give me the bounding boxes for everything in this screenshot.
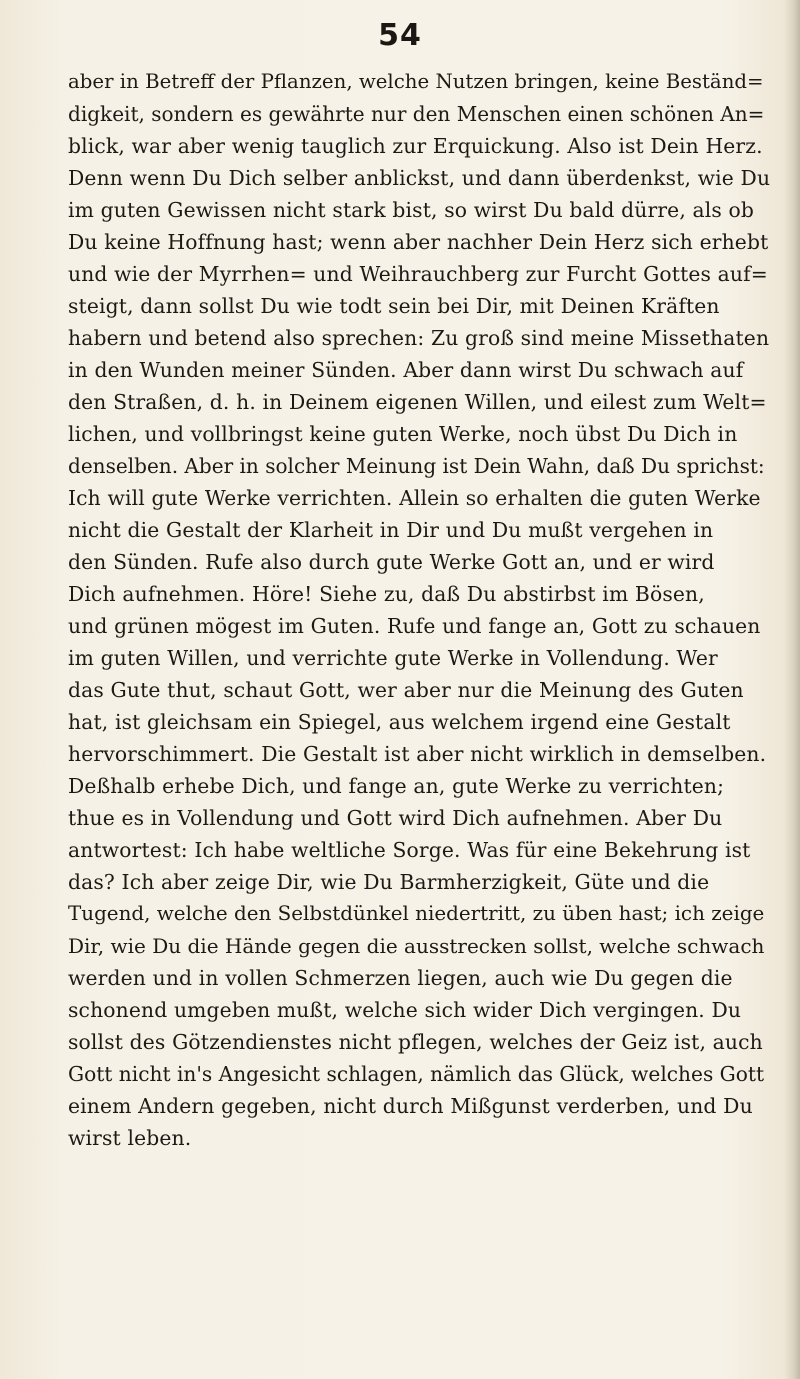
text-line: in den Wunden meiner Sünden. Aber dann wirst Du schwach auf	[68, 358, 744, 382]
text-line: das? Ich aber zeige Dir, wie Du Barmherzigkeit, Güte und die	[68, 870, 710, 894]
text-line: digkeit, sondern es gewährte nur den Menschen einen schönen An=	[68, 102, 765, 126]
text-line: einem Andern gegeben, nicht durch Mißgunst verderben, und Du	[68, 1094, 753, 1118]
text-line: Dich aufnehmen. Höre! Siehe zu, daß Du abstirbst im Bösen,	[68, 582, 705, 606]
text-line: lichen, und vollbringst keine guten Werke, noch übst Du Dich in	[68, 422, 738, 446]
text-line: und wie der Myrrhen= und Weihrauchberg zur Furcht Gottes auf=	[68, 262, 768, 286]
text-line: wirst leben.	[68, 1126, 192, 1150]
text-line: denselben. Aber in solcher Meinung ist Dein Wahn, daß Du sprichst:	[68, 454, 765, 478]
text-line: das Gute thut, schaut Gott, wer aber nur die Meinung des Guten	[68, 678, 744, 702]
text-line: den Sünden. Rufe also durch gute Werke Gott an, und er wird	[68, 550, 715, 574]
text-line: hervorschimmert. Die Gestalt ist aber nicht wirklich in demselben.	[68, 742, 767, 766]
text-line: Gott nicht in's Angesicht schlagen, nämlich das Glück, welches Gott	[68, 1062, 765, 1086]
page-number: 54	[378, 18, 422, 53]
text-line: im guten Gewissen nicht stark bist, so wirst Du bald dürre, als ob	[68, 198, 755, 222]
text-line: und grünen mögest im Guten. Rufe und fange an, Gott zu schauen	[68, 614, 761, 638]
text-line: Tugend, welche den Selbstdünkel niedertritt, zu üben hast; ich zeige	[68, 902, 765, 925]
text-line: den Straßen, d. h. in Deinem eigenen Willen, und eilest zum Welt=	[68, 390, 767, 414]
text-line: Du keine Hoffnung hast; wenn aber nachher Dein Herz sich erhebt	[68, 230, 769, 254]
text-line: sollst des Götzendienstes nicht pflegen, welches der Geiz ist, auch	[68, 1030, 763, 1054]
body-text	[68, 66, 774, 1154]
text-line: antwortest: Ich habe weltliche Sorge. Was für eine Bekehrung ist	[68, 838, 751, 862]
text-line: nicht die Gestalt der Klarheit in Dir und Du mußt vergehen in	[68, 518, 714, 542]
text-line: habern und betend also sprechen: Zu groß sind meine Missethaten	[68, 326, 770, 350]
text-line: Deßhalb erhebe Dich, und fange an, gute Werke zu verrichten;	[68, 774, 725, 798]
text-line: blick, war aber wenig tauglich zur Erquickung. Also ist Dein Herz.	[68, 134, 763, 158]
page-edge-shadow	[784, 0, 800, 1379]
text-line: im guten Willen, und verrichte gute Werke in Vollendung. Wer	[68, 646, 718, 670]
text-line: thue es in Vollendung und Gott wird Dich aufnehmen. Aber Du	[68, 806, 723, 830]
text-line: Denn wenn Du Dich selber anblickst, und dann überdenkst, wie Du	[68, 166, 771, 190]
text-line: Dir, wie Du die Hände gegen die ausstrecken sollst, welche schwach	[68, 934, 765, 958]
text-line: aber in Betreff der Pflanzen, welche Nutzen bringen, keine Beständ=	[68, 70, 764, 93]
text-line: werden und in vollen Schmerzen liegen, auch wie Du gegen die	[68, 966, 733, 990]
text-line: schonend umgeben mußt, welche sich wider Dich vergingen. Du	[68, 998, 742, 1022]
text-line: Ich will gute Werke verrichten. Allein so erhalten die guten Werke	[68, 486, 761, 510]
text-line: hat, ist gleichsam ein Spiegel, aus welchem irgend eine Gestalt	[68, 710, 731, 734]
text-line: steigt, dann sollst Du wie todt sein bei Dir, mit Deinen Kräften	[68, 294, 720, 318]
